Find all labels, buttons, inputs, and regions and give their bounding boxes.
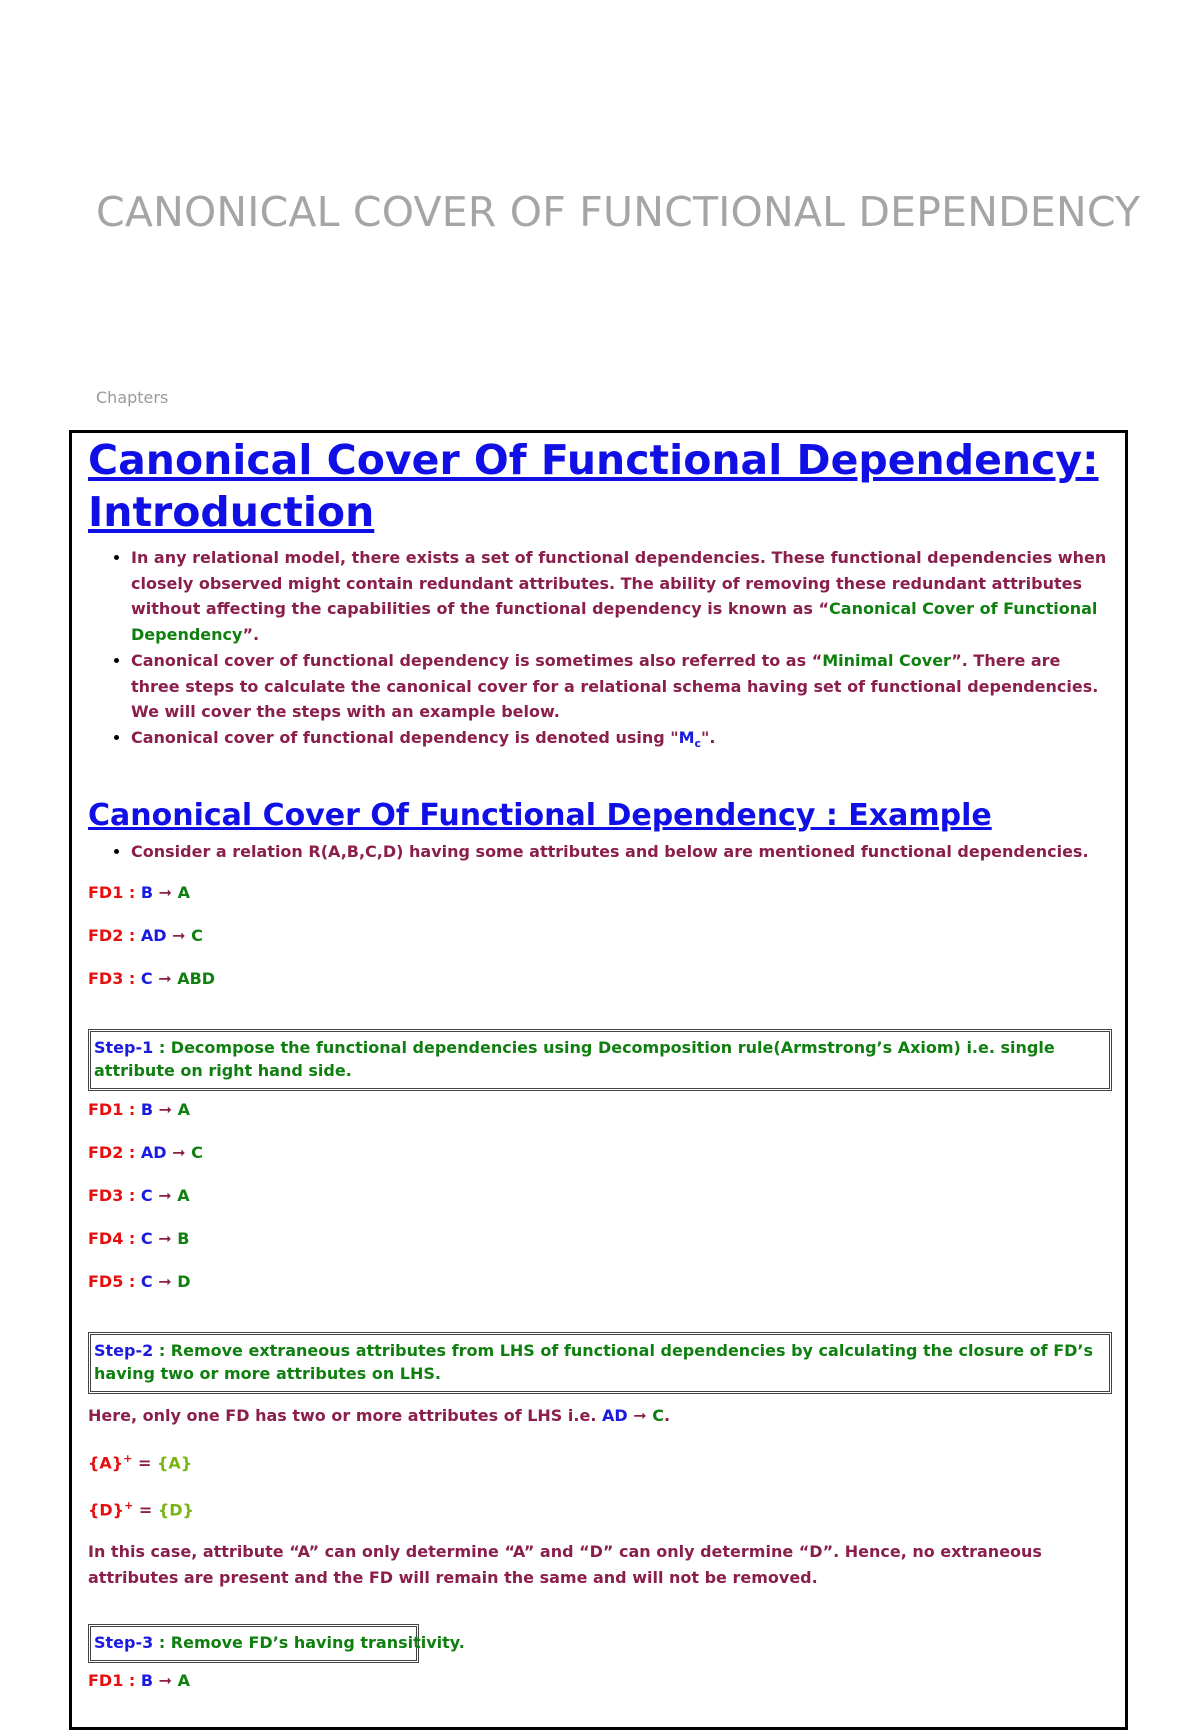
list-item: • Canonical cover of functional dependency is sometimes also referred to as “Minimal Cover”. There are three steps to calculate the canonical cover for a relational schema having set of functional dependencies. We will cover the steps with an example below. xyxy=(131,648,1110,725)
step-2-conclusion: In this case, attribute “A” can only determine “A” and “D” can only determine “D”. Hence, no extraneous attributes are present and the FD will remain the same and will not be removed. xyxy=(88,1542,1042,1587)
closure-line: {A}+ = {A} xyxy=(88,1451,193,1472)
article-content xyxy=(88,434,1110,1692)
fd-line: FD2 : AD ➞ C xyxy=(88,1142,203,1162)
fd-line: FD3 : C ➞ A xyxy=(88,1185,190,1205)
step-1-fd-list xyxy=(88,1099,1110,1293)
list-item: • In any relational model, there exists a set of functional dependencies. These functional dependencies when closely observed might contain redundant attributes. The ability of removing these redundant attributes without affecting the capabilities of the functional dependency is known as “Canonical Cover of Functional Dependency”. xyxy=(131,545,1110,648)
fd-line: FD2 : AD ➞ C xyxy=(88,925,203,945)
step-2-box: Step-2 : Remove extraneous attributes from LHS of functional dependencies by calculating the closure of FD’s having two or more attributes on LHS. xyxy=(88,1332,1112,1394)
step-1-box: Step-1 : Decompose the functional dependencies using Decomposition rule(Armstrong’s Axiom) i.e. single attribute on right hand side. xyxy=(88,1029,1112,1091)
fd-line: FD4 : C ➞ B xyxy=(88,1228,190,1248)
canonical-cover-term: Canonical Cover of Functional Dependency xyxy=(131,599,1098,645)
step-2-description: Here, only one FD has two or more attributes of LHS i.e. AD ➞ C. xyxy=(88,1405,671,1425)
intro-list xyxy=(88,545,1110,757)
page-title: CANONICAL COVER OF FUNCTIONAL DEPENDENCY xyxy=(96,188,1141,236)
step-3-box: Step-3 : Remove FD’s having transitivity. xyxy=(88,1624,419,1663)
example-list xyxy=(88,839,1110,865)
step-3-fd-list xyxy=(88,1670,1110,1692)
example-heading[interactable]: Canonical Cover Of Functional Dependency : Example xyxy=(88,797,992,833)
fd-line: FD3 : C ➞ ABD xyxy=(88,968,216,988)
minimal-cover-term: Minimal Cover xyxy=(822,650,952,670)
fd-line: FD1 : B ➞ A xyxy=(88,1671,191,1691)
chapters-link[interactable]: Chapters xyxy=(96,388,169,407)
fd-line: FD1 : B ➞ A xyxy=(88,1099,191,1119)
fd-line: FD5 : C ➞ D xyxy=(88,1271,191,1291)
list-item: • Canonical cover of functional dependency is denoted using "$M_c$". xyxy=(131,725,1110,757)
list-item: • Consider a relation R(A,B,C,D) having some attributes and below are mentioned functional dependencies. xyxy=(131,839,1110,865)
example-fd-list xyxy=(88,882,1110,990)
closure-line: {D}+ = {D} xyxy=(88,1498,194,1520)
intro-heading[interactable]: Canonical Cover Of Functional Dependency: Introduction xyxy=(88,436,1099,536)
mc-symbol: $M_c$ xyxy=(678,727,702,751)
fd-line: FD1 : B ➞ A xyxy=(88,882,191,902)
